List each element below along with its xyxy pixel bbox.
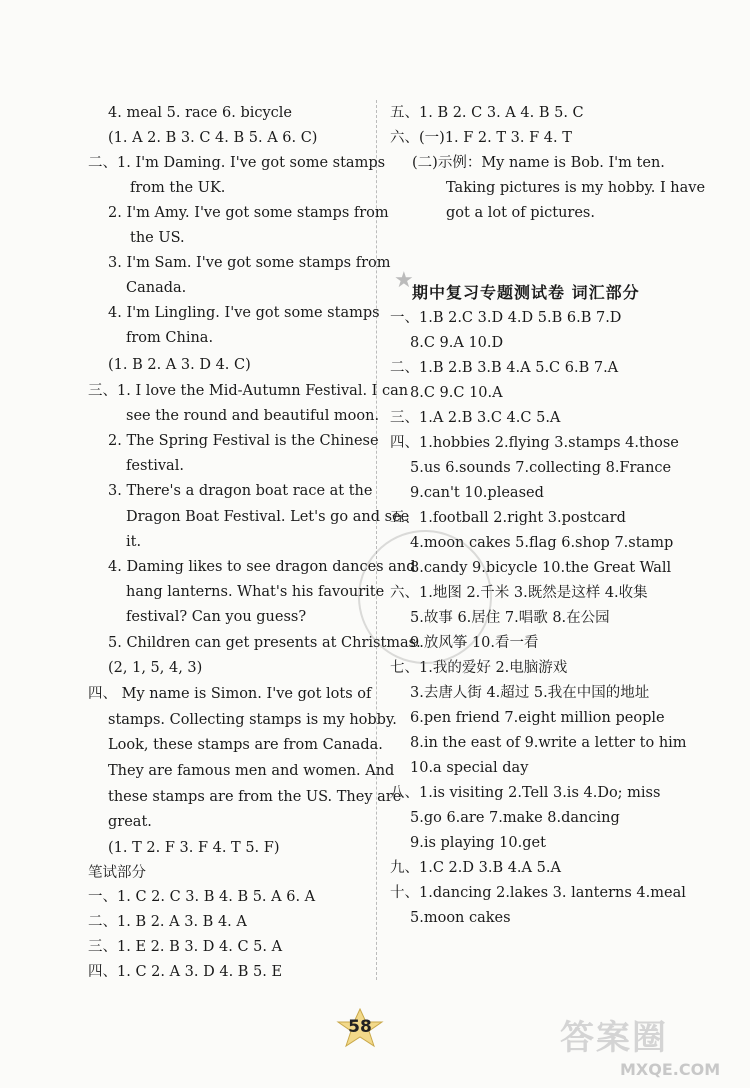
answer-line: 二、1.B 2.B 3.B 4.A 5.C 6.B 7.A <box>390 360 619 376</box>
answer-line: 十、1.dancing 2.lakes 3. lanterns 4.meal <box>390 885 686 901</box>
answer-line: these stamps are from the US. They are <box>108 789 402 805</box>
answer-line: it. <box>126 534 142 550</box>
column-divider <box>376 100 377 980</box>
answer-line: 八、1.is visiting 2.Tell 3.is 4.Do; miss <box>390 785 661 801</box>
page-number-badge <box>332 1008 388 1048</box>
answer-line: (1. T 2. F 3. F 4. T 5. F) <box>108 840 280 856</box>
answer-line: (2, 1, 5, 4, 3) <box>108 660 203 676</box>
answer-line: 七、1.我的爱好 2.电脑游戏 <box>390 660 568 676</box>
page-number: 58 <box>348 1017 372 1037</box>
answer-line: 5. Children can get presents at Christmas. <box>108 635 421 651</box>
answer-line: 二、1. B 2. A 3. B 4. A <box>88 914 247 930</box>
answer-line: 三、1. E 2. B 3. D 4. C 5. A <box>88 939 283 955</box>
answer-line: festival? Can you guess? <box>126 609 307 625</box>
answer-line: Look, these stamps are from Canada. <box>108 737 383 753</box>
answer-line: 4. I'm Lingling. I've got some stamps <box>108 305 380 321</box>
answer-line: 2. The Spring Festival is the Chinese <box>108 433 379 449</box>
answer-line: 四、1.hobbies 2.flying 3.stamps 4.those <box>390 435 679 451</box>
answer-line: 四、 My name is Simon. I've got lots of <box>88 686 372 702</box>
answer-line: 8.candy 9.bicycle 10.the Great Wall <box>410 560 672 576</box>
answer-line: 二、1. I'm Daming. I've got some stamps <box>88 155 386 171</box>
answer-line: 9.放风筝 10.看一看 <box>410 635 539 651</box>
answer-line: 笔试部分 <box>88 865 146 881</box>
answer-line: 五、1. B 2. C 3. A 4. B 5. C <box>390 105 584 121</box>
answer-line: the US. <box>130 230 185 246</box>
answer-line: 9.can't 10.pleased <box>410 485 544 501</box>
answer-line: 四、1. C 2. A 3. D 4. B 5. E <box>88 964 283 980</box>
answer-line: from the UK. <box>130 180 226 196</box>
answer-line: 三、1. I love the Mid-Autumn Festival. I can <box>88 383 409 399</box>
answer-line: 一、1.B 2.C 3.D 4.D 5.B 6.B 7.D <box>390 310 622 326</box>
answer-line: festival. <box>126 458 184 474</box>
answer-line: (1. B 2. A 3. D 4. C) <box>108 357 251 373</box>
answer-line: got a lot of pictures. <box>446 205 595 221</box>
answer-line: 8.in the east of 9.write a letter to him <box>410 735 687 751</box>
answer-line: 10.a special day <box>410 760 529 776</box>
answer-line: 5.us 6.sounds 7.collecting 8.France <box>410 460 672 476</box>
answer-line: 5.故事 6.居住 7.唱歌 8.在公园 <box>410 610 610 626</box>
answer-line: 5.go 6.are 7.make 8.dancing <box>410 810 620 826</box>
answer-line: 8.C 9.C 10.A <box>410 385 503 401</box>
answer-line: 2. I'm Amy. I've got some stamps from <box>108 205 389 221</box>
answer-line: Dragon Boat Festival. Let's go and see <box>126 509 410 525</box>
watermark-logo: 答案圈 <box>560 1018 668 1058</box>
answer-line: 六、(一)1. F 2. T 3. F 4. T <box>390 130 572 146</box>
answer-line: 6.pen friend 7.eight million people <box>410 710 665 726</box>
answer-line: see the round and beautiful moon. <box>126 408 380 424</box>
answer-line: 九、1.C 2.D 3.B 4.A 5.A <box>390 860 561 876</box>
answer-line: Taking pictures is my hobby. I have <box>446 180 706 196</box>
answer-line: 4. Daming likes to see dragon dances and <box>108 559 416 575</box>
answer-line: Canada. <box>126 280 187 296</box>
answer-line: They are famous men and women. And <box>108 763 395 779</box>
answer-line: (二)示例：My name is Bob. I'm ten. <box>412 155 665 171</box>
answer-line: great. <box>108 814 152 830</box>
section-heading: 期中复习专题测试卷 词汇部分 <box>412 283 640 302</box>
answer-line: 三、1.A 2.B 3.C 4.C 5.A <box>390 410 561 426</box>
answer-line: 六、1.地图 2.千米 3.既然是这样 4.收集 <box>390 585 648 601</box>
answer-line: from China. <box>126 330 214 346</box>
answer-line: (1. A 2. B 3. C 4. B 5. A 6. C) <box>108 130 318 146</box>
star-icon: ★ <box>394 268 414 293</box>
answer-line: 一、1. C 2. C 3. B 4. B 5. A 6. A <box>88 889 316 905</box>
answer-line: 5.moon cakes <box>410 910 511 926</box>
answer-line: 4. meal 5. race 6. bicycle <box>108 105 293 121</box>
answer-line: 4.moon cakes 5.flag 6.shop 7.stamp <box>410 535 674 551</box>
answer-line: 五、1.football 2.right 3.postcard <box>390 510 626 526</box>
answer-line: 3. There's a dragon boat race at the <box>108 483 373 499</box>
answer-line: 3. I'm Sam. I've got some stamps from <box>108 255 391 271</box>
answer-line: 8.C 9.A 10.D <box>410 335 504 351</box>
answer-line: 3.去唐人街 4.超过 5.我在中国的地址 <box>410 685 650 701</box>
answer-line: 9.is playing 10.get <box>410 835 546 851</box>
watermark-url: MXQE.COM <box>620 1060 721 1079</box>
answer-line: stamps. Collecting stamps is my hobby. <box>108 712 397 728</box>
answer-line: hang lanterns. What's his favourite <box>126 584 385 600</box>
